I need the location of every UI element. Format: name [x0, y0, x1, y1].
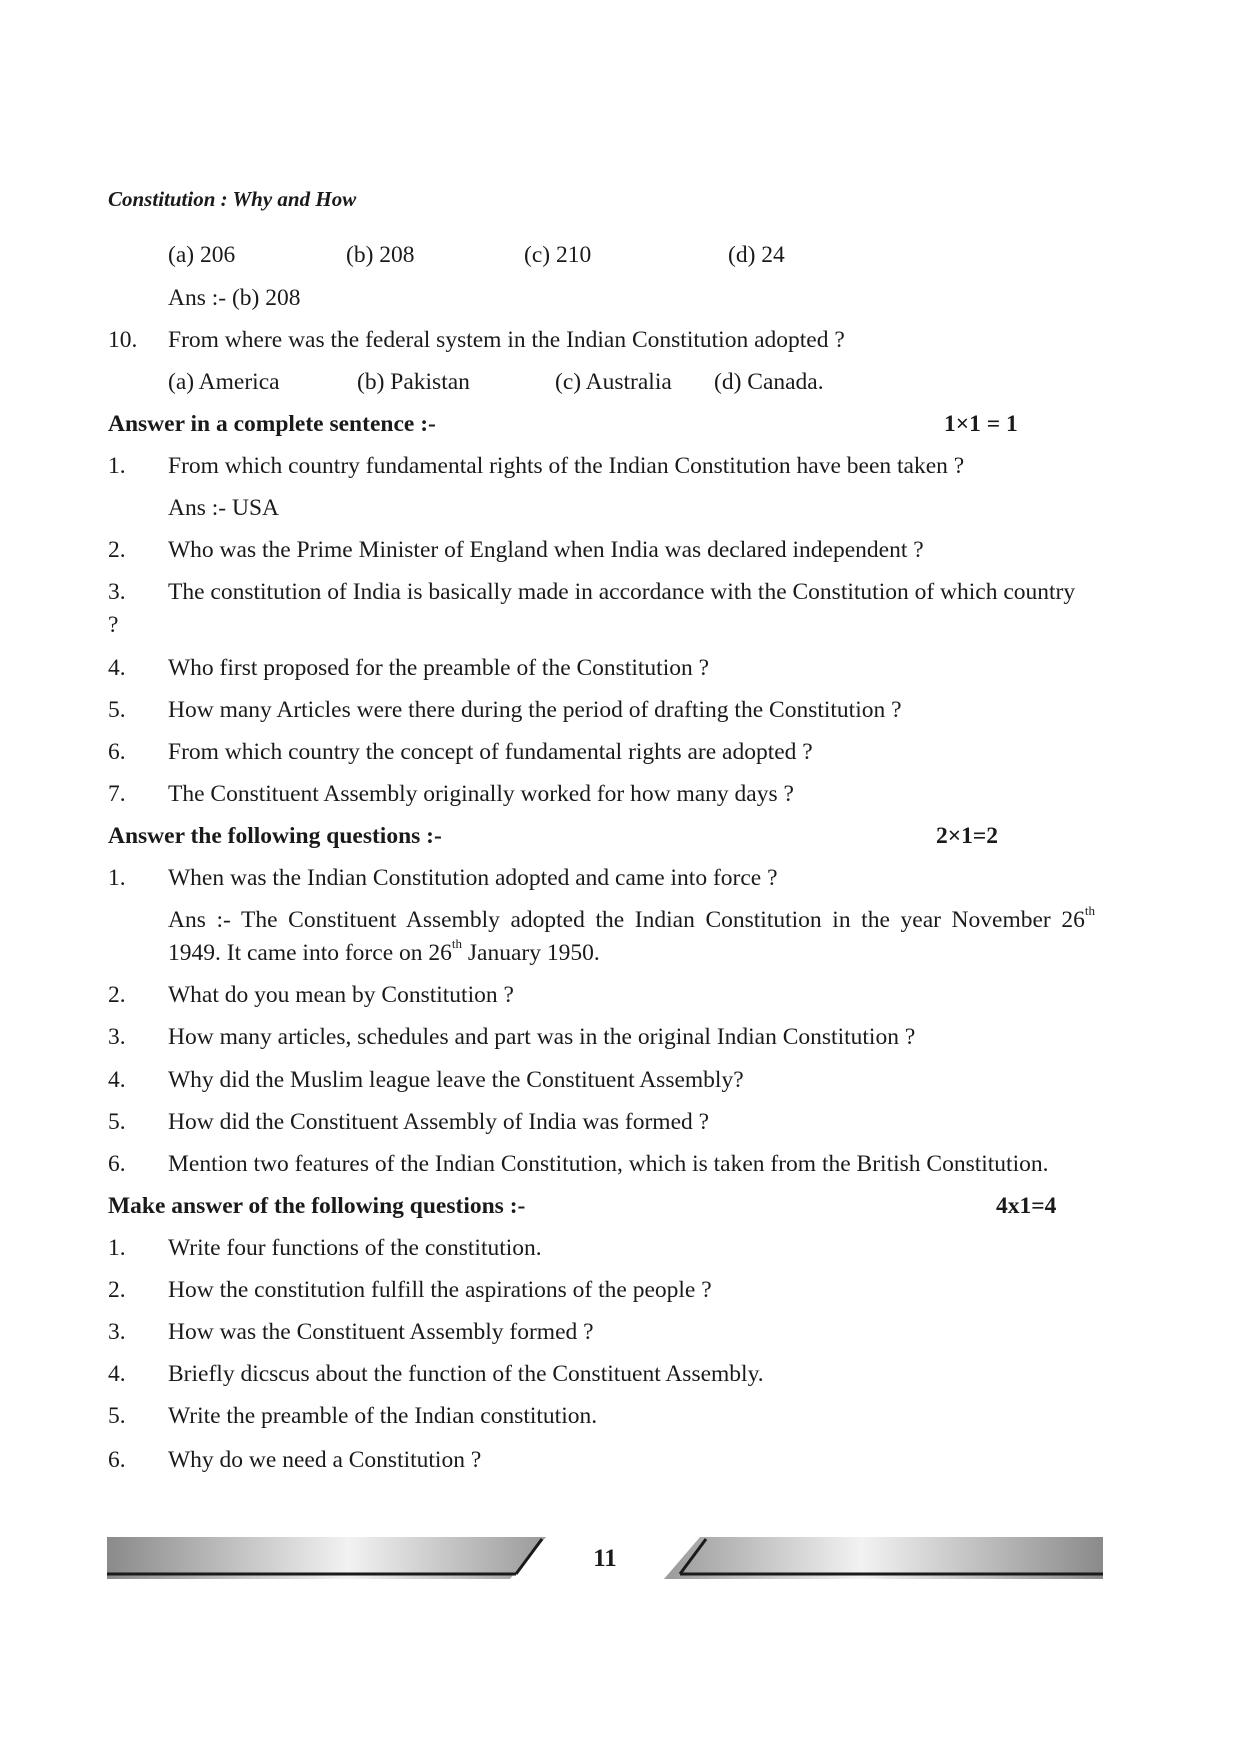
page-number: 11 — [593, 1545, 617, 1572]
section2-item-text: Why did the Muslim league leave the Constituent Assembly? — [168, 1067, 744, 1093]
section1-item-text: From which country fundamental rights of the Indian Constitution have been taken ? — [168, 453, 965, 479]
page-header-title: Constitution : Why and How — [108, 187, 357, 211]
q10-option-a: (a) America — [168, 369, 280, 395]
section2-title: Answer the following questions :- — [108, 823, 442, 849]
section1-item-text: The constitution of India is basically made in accordance with the Constitution of which country — [168, 579, 1076, 605]
section2-marks: 2×1=2 — [936, 823, 999, 849]
section1-item-num: 4. — [108, 655, 126, 681]
q10-option-c: (c) Australia — [555, 369, 672, 395]
section3-item-num: 4. — [108, 1361, 126, 1387]
q9-option-c: (c) 210 — [524, 242, 592, 268]
section1-item-num: 7. — [108, 781, 126, 807]
section3-item-num: 6. — [108, 1447, 126, 1473]
q9-option-d: (d) 24 — [728, 242, 785, 268]
section3-item-text: Write the preamble of the Indian constitution. — [168, 1403, 598, 1429]
section2-item-num: 3. — [108, 1024, 126, 1050]
section1-answer-1: Ans :- USA — [168, 495, 279, 521]
section2-item-text: How did the Constituent Assembly of India was formed ? — [168, 1109, 710, 1135]
section1-title: Answer in a complete sentence :- — [108, 411, 436, 437]
section2-item-num: 6. — [108, 1151, 126, 1177]
q9-answer: Ans :- (b) 208 — [168, 285, 301, 311]
section3-title: Make answer of the following questions :- — [108, 1193, 526, 1219]
section1-item3-continuation: ? — [108, 612, 119, 638]
section2-item-text: Mention two features of the Indian Constitution, which is taken from the British Constitution. — [168, 1151, 1049, 1177]
section1-item-num: 1. — [108, 453, 126, 479]
section3-item-text: How was the Constituent Assembly formed ? — [168, 1319, 594, 1345]
section1-item-num: 6. — [108, 739, 126, 765]
section3-item-text: How the constitution fulfill the aspirations of the people ? — [168, 1277, 712, 1303]
section3-item-num: 3. — [108, 1319, 126, 1345]
section2-answer-1-line2: 1949. It came into force on 26th January 1950. — [168, 936, 600, 966]
section3-item-num: 5. — [108, 1403, 126, 1429]
section1-item-num: 3. — [108, 579, 126, 605]
section1-item-num: 2. — [108, 537, 126, 563]
section2-item-text: What do you mean by Constitution ? — [168, 982, 514, 1008]
section3-item-text: Briefly dicscus about the function of the Constituent Assembly. — [168, 1361, 764, 1387]
q10-option-b: (b) Pakistan — [357, 369, 470, 395]
section1-item-text: The Constituent Assembly originally worked for how many days ? — [168, 781, 794, 807]
section1-item-text: Who first proposed for the preamble of the Constitution ? — [168, 655, 710, 681]
section1-item-text: Who was the Prime Minister of England when India was declared independent ? — [168, 537, 924, 563]
section3-item-num: 2. — [108, 1277, 126, 1303]
section3-item-num: 1. — [108, 1235, 126, 1261]
section1-item-text: From which country the concept of fundamental rights are adopted ? — [168, 739, 813, 765]
q10-option-d: (d) Canada. — [714, 369, 824, 395]
q10-number: 10. — [108, 327, 138, 353]
section2-item-text: How many articles, schedules and part was in the original Indian Constitution ? — [168, 1024, 916, 1050]
section1-marks: 1×1 = 1 — [944, 411, 1018, 437]
section1-item-num: 5. — [108, 697, 126, 723]
section3-item-text: Why do we need a Constitution ? — [168, 1447, 482, 1473]
section2-answer-1-line1: Ans :- The Constituent Assembly adopted the Indian Constitution in the year November 26th — [168, 903, 1095, 933]
section2-item-num: 5. — [108, 1109, 126, 1135]
section2-item-text: When was the Indian Constitution adopted and came into force ? — [168, 865, 778, 891]
section2-item-num: 1. — [108, 865, 126, 891]
section1-item-text: How many Articles were there during the period of drafting the Constitution ? — [168, 697, 902, 723]
q9-option-b: (b) 208 — [346, 242, 415, 268]
section2-item-num: 4. — [108, 1067, 126, 1093]
section2-item-num: 2. — [108, 982, 126, 1008]
q9-option-a: (a) 206 — [168, 242, 236, 268]
q10-text: From where was the federal system in the Indian Constitution adopted ? — [168, 327, 845, 353]
section3-marks: 4x1=4 — [996, 1193, 1057, 1219]
section3-item-text: Write four functions of the constitution. — [168, 1235, 542, 1261]
